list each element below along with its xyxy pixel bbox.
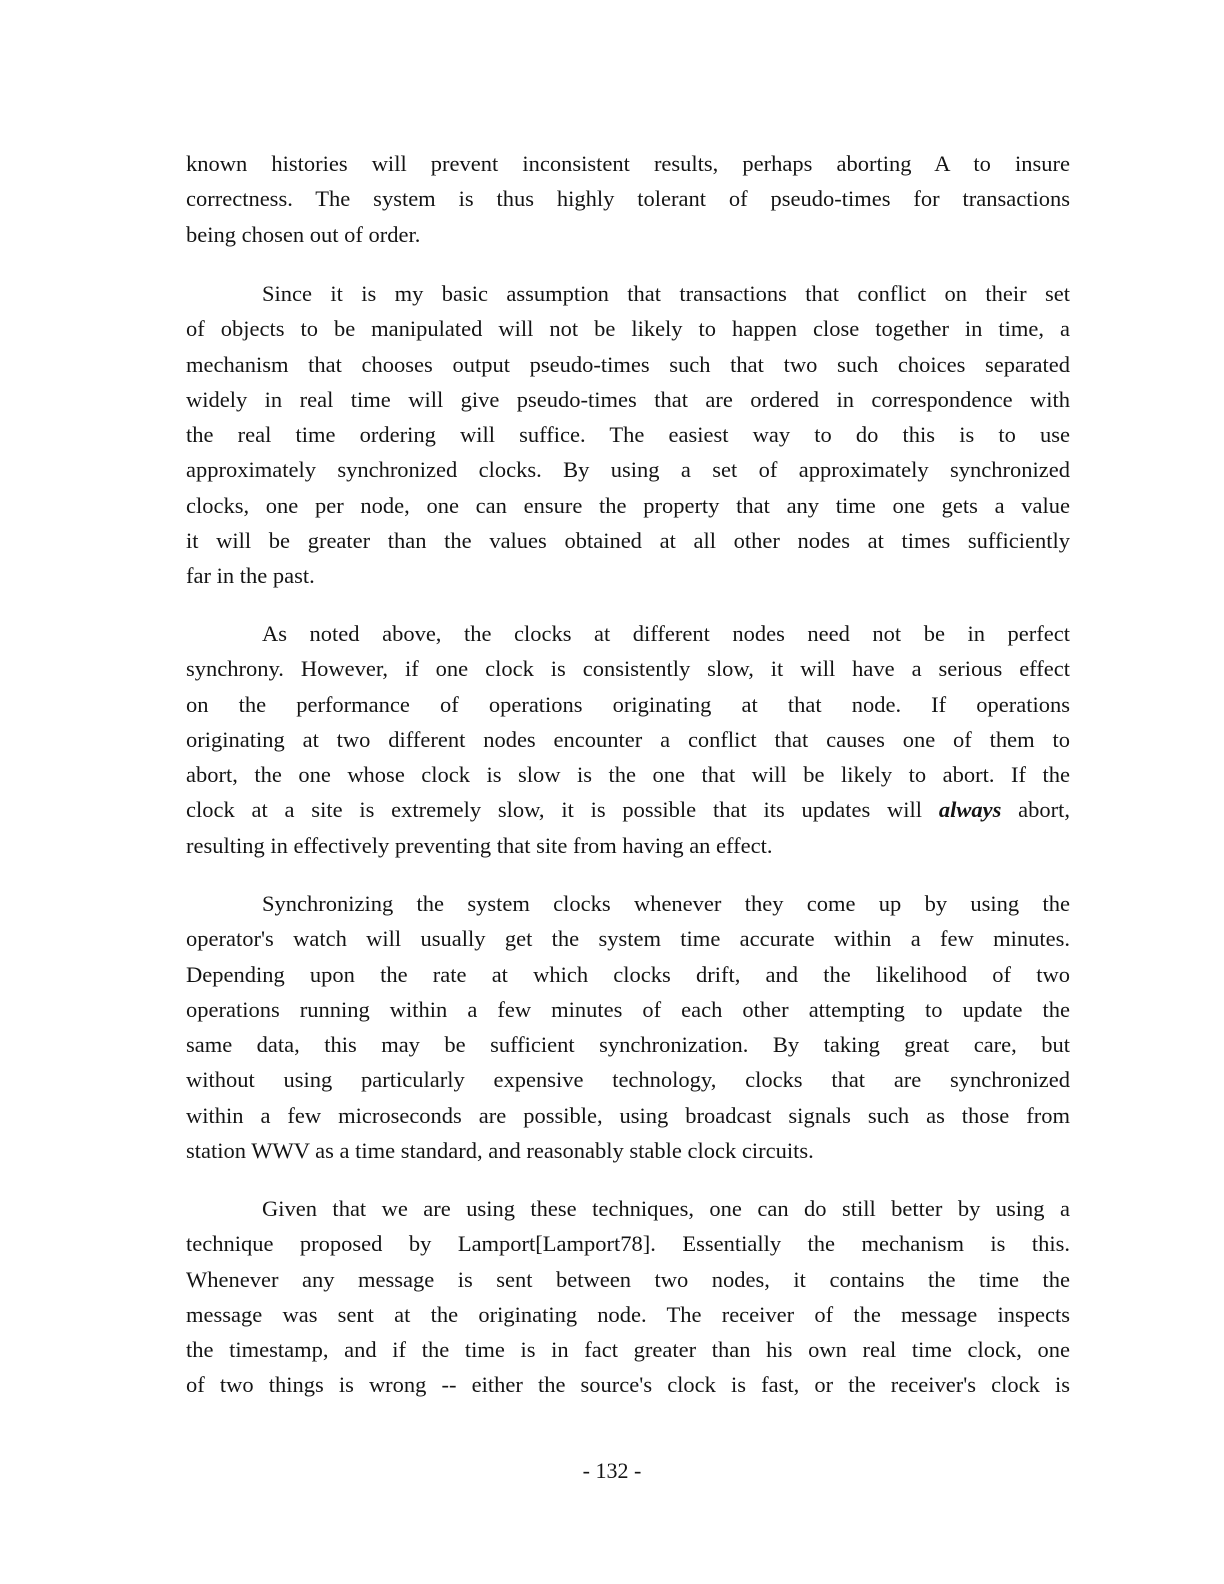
text-line: approximately synchronized clocks. By using a set of approximately synchronized [186, 457, 1070, 483]
text-line: correctness. The system is thus highly tolerant of pseudo-times for transactions [186, 186, 1070, 212]
text-line: being chosen out of order. [186, 221, 421, 247]
text-line: message was sent at the originating node. The receiver of the message inspects [186, 1301, 1070, 1327]
paragraph-2 [186, 276, 1070, 594]
text-line: originating at two different nodes encounter a conflict that causes one of them to [186, 726, 1070, 752]
text-line: the timestamp, and if the time is in fact greater than his own real time clock, one [186, 1337, 1070, 1363]
paragraph-4 [186, 886, 1070, 1168]
text-line: it will be greater than the values obtained at all other nodes at times sufficiently [186, 528, 1070, 554]
text-line: technique proposed by Lamport[Lamport78]. Essentially the mechanism is this. [186, 1231, 1070, 1257]
text-line: the real time ordering will suffice. The easiest way to do this is to use [186, 422, 1070, 448]
text-line: resulting in effectively preventing that site from having an effect. [186, 832, 773, 858]
text-line: within a few microseconds are possible, using broadcast signals such as those from [186, 1102, 1070, 1128]
text-line: Depending upon the rate at which clocks drift, and the likelihood of two [186, 961, 1070, 987]
text-line: synchrony. However, if one clock is consistently slow, it will have a serious effect [186, 656, 1070, 682]
text-line: of two things is wrong -- either the source's clock is fast, or the receiver's clock is [186, 1372, 1070, 1398]
text-line-with-emphasis [186, 792, 1070, 827]
text-line: Synchronizing the system clocks whenever they come up by using the [262, 891, 1070, 916]
text-line: operations running within a few minutes of each other attempting to update the [186, 996, 1070, 1022]
text-run: abort, [1001, 797, 1071, 823]
paragraph-3 [186, 616, 1070, 863]
text-line: on the performance of operations originating at that node. If operations [186, 691, 1070, 717]
text-line: As noted above, the clocks at different nodes need not be in perfect [262, 621, 1070, 646]
text-run: clock at a site is extremely slow, it is possible that its updates will [186, 797, 939, 823]
text-line: station WWV as a time standard, and reasonably stable clock circuits. [186, 1138, 814, 1164]
text-line: mechanism that chooses output pseudo-times such that two such choices separated [186, 351, 1070, 377]
text-line: of objects to be manipulated will not be likely to happen close together in time, a [186, 316, 1070, 342]
text-line: abort, the one whose clock is slow is the one that will be likely to abort. If the [186, 762, 1070, 788]
text-line: without using particularly expensive technology, clocks that are synchronized [186, 1067, 1070, 1093]
text-line: widely in real time will give pseudo-times that are ordered in correspondence with [186, 386, 1070, 412]
text-line: Since it is my basic assumption that transactions that conflict on their set [262, 281, 1070, 306]
emphasized-word: always [938, 797, 1002, 823]
text-line: operator's watch will usually get the system time accurate within a few minutes. [186, 926, 1070, 952]
text-line: clocks, one per node, one can ensure the property that any time one gets a value [186, 492, 1070, 518]
text-line: Whenever any message is sent between two nodes, it contains the time the [186, 1266, 1070, 1292]
text-line: far in the past. [186, 563, 315, 589]
text-line: Given that we are using these techniques, one can do still better by using a [262, 1196, 1070, 1221]
page-number: - 132 - [582, 1458, 642, 1483]
text-line: same data, this may be sufficient synchronization. By taking great care, but [186, 1032, 1070, 1058]
paragraph-5 [186, 1191, 1070, 1403]
paragraph-1 [186, 146, 1070, 252]
text-line: known histories will prevent inconsistent results, perhaps aborting A to insure [186, 151, 1070, 176]
